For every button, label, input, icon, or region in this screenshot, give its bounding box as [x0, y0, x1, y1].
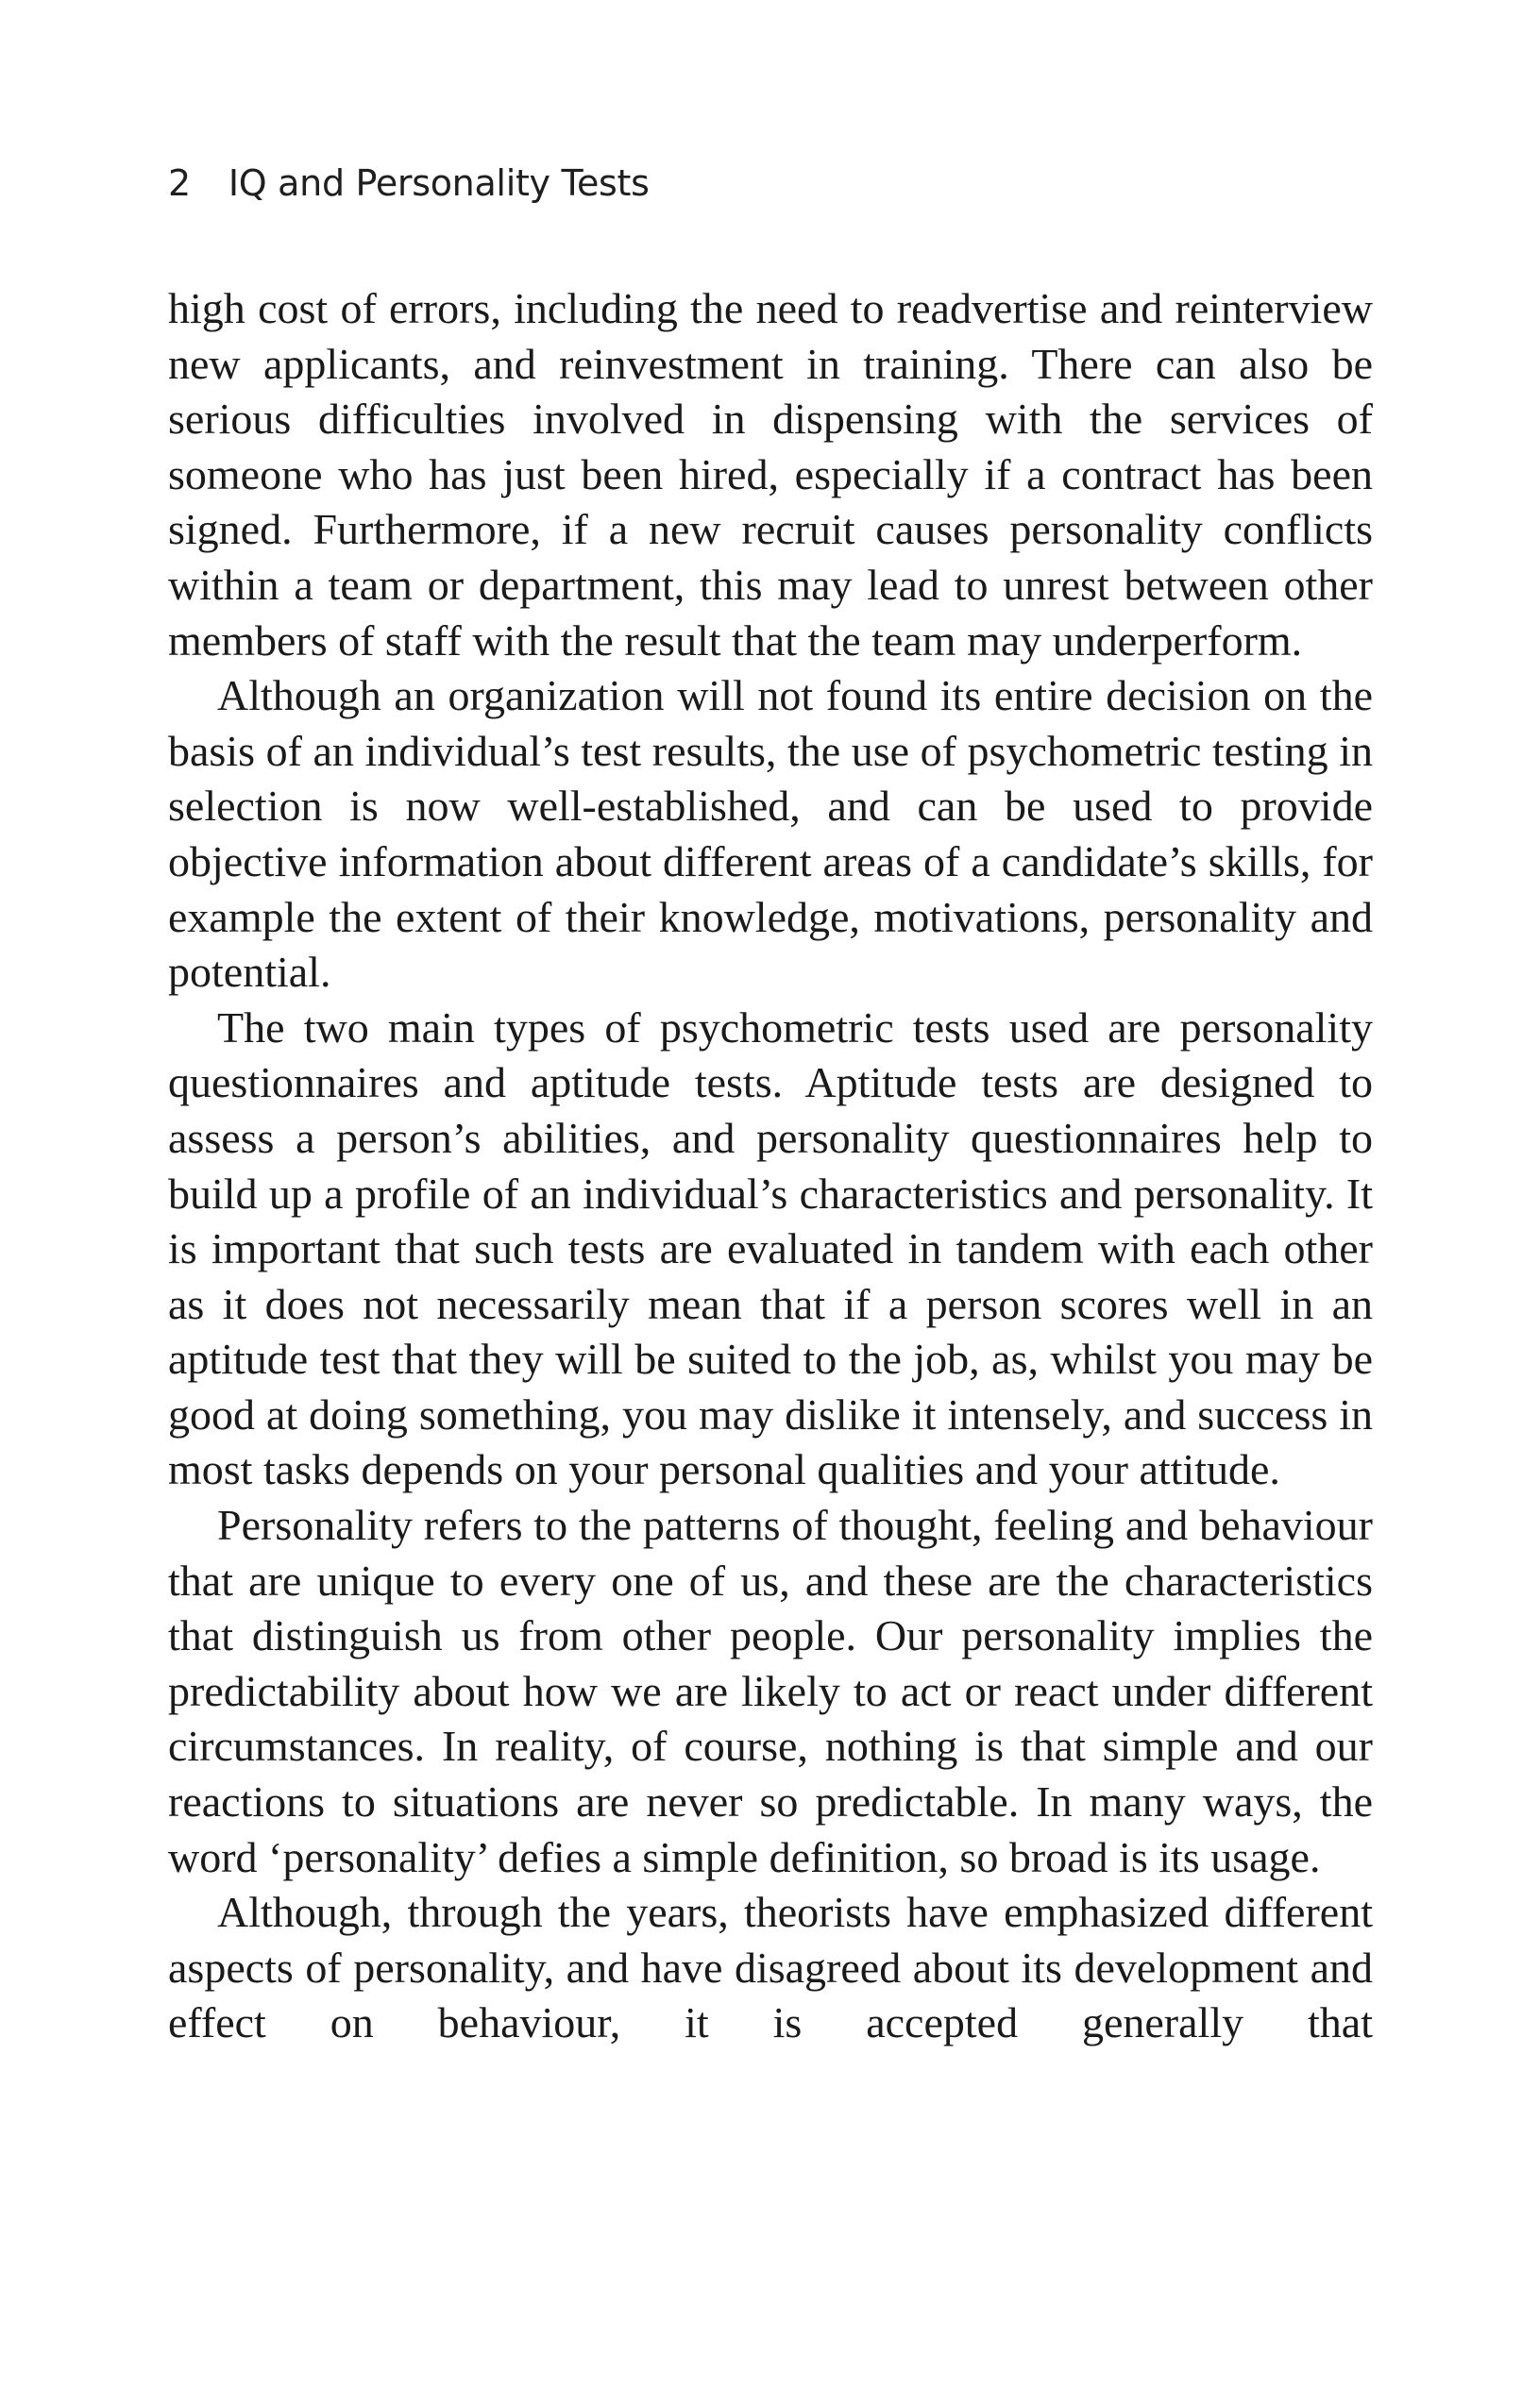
paragraph: Personality refers to the patterns of thought, feeling and behaviour that are unique to every one of us, and these are the characteristics that distinguish us from other people. Our personality implies the predictability about how we are likely to act or react under different circumstances. In reality, of course, nothing is that simple and our reactions to situations are never so predictable. In many ways, the word ‘personality’ defies a simple definition, so broad is its usage.: [168, 1501, 1373, 1881]
paragraph: Although an organization will not found its entire decision on the basis of an individual’s test results, the use of psychometric testing in selection is now well-established, and can be used to provide objective information about different areas of a candidate’s skills, for example the extent of their knowledge, motivations, personality and potential.: [168, 671, 1373, 997]
page-number: 2: [168, 162, 191, 204]
running-head: [168, 162, 650, 204]
paragraph: The two main types of psychometric tests used are personality questionnaires and aptitude tests. Aptitude tests are designed to assess a person’s abilities, and personality questionnaires help to build up a profile of an individual’s characteristics and personality. It is important that such tests are evaluated in tandem with each other as it does not necessarily mean that if a person scores well in an aptitude test that they will be suited to the job, as, whilst you may be good at doing something, you may dislike it intensely, and success in most tasks depends on your personal qualities and your attitude.: [168, 1002, 1373, 1494]
paragraph: Although, through the years, theorists have emphasized different aspects of personality, and have disagreed about its development and effect on behaviour, it is accepted generally that: [168, 1888, 1373, 2047]
paragraph: high cost of errors, including the need to readvertise and reinterview new applicants, and reinvestment in training. There can also be serious difficulties involved in dispensing with the services of someone who has just been hired, especially if a contract has been signed. Furthermore, if a new recruit causes personality conflicts within a team or department, this may lead to unrest between other members of staff with the result that the team may underperform.: [168, 284, 1373, 665]
body-text: [168, 281, 1373, 2051]
running-title: IQ and Personality Tests: [228, 162, 650, 204]
